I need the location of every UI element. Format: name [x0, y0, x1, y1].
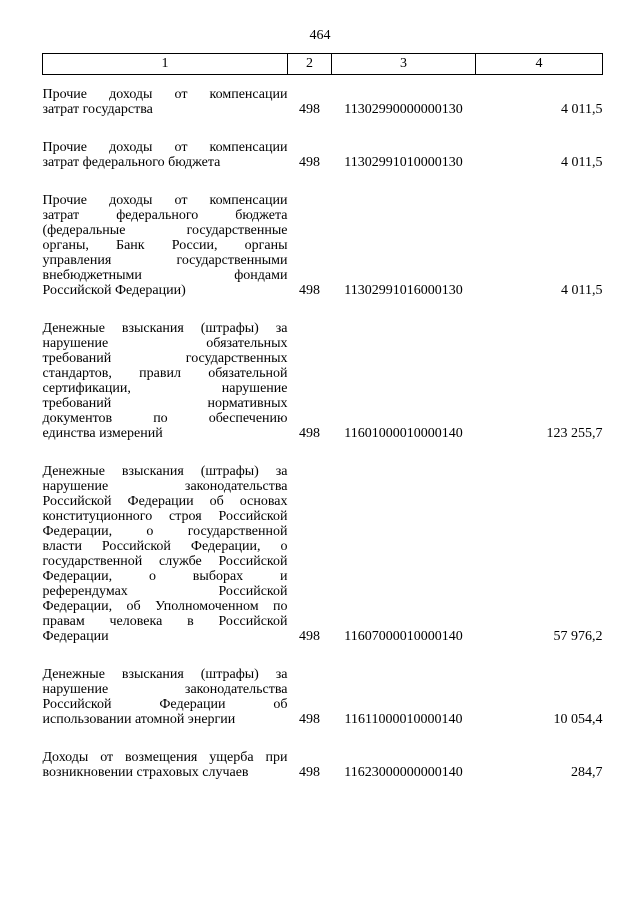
description-line: требований государственных: [42, 351, 288, 366]
description-line: Российской Федерации об основах: [42, 494, 288, 509]
description-line: требований нормативных: [42, 396, 288, 411]
row-description: [43, 667, 288, 727]
row-spacer-cell: [43, 727, 603, 750]
row-description: [43, 750, 288, 780]
row-spacer: [43, 170, 603, 193]
description-line: нарушение законодательства: [42, 682, 288, 697]
description-line: затрат федерального бюджета: [42, 155, 221, 170]
description-line: затрат федерального бюджета: [42, 208, 288, 223]
row-spacer: [43, 117, 603, 140]
row-spacer-cell: [43, 298, 603, 321]
table-row: [43, 667, 603, 727]
row-spacer-cell: [43, 170, 603, 193]
row-spacer: [43, 75, 603, 88]
description-line: конституционного строя Российской: [42, 509, 288, 524]
description-line: Денежные взыскания (штрафы) за: [42, 464, 288, 479]
table-row: [43, 140, 603, 170]
table-row: [43, 750, 603, 780]
description-line: Прочие доходы от компенсации: [42, 193, 288, 208]
description-line: Российской Федерации об: [42, 697, 288, 712]
row-classification-code: 11302991010000130: [344, 155, 463, 170]
row-description: [43, 140, 288, 170]
page-number: 464: [309, 28, 331, 43]
row-amount: 10 054,4: [553, 712, 603, 727]
row-classification-code: 11623000000000140: [344, 765, 463, 780]
header-col-4: 4: [476, 54, 603, 75]
description-line: Российской Федерации): [42, 283, 186, 298]
description-line: государственной службе Российской: [42, 554, 288, 569]
row-classification-code: 11607000010000140: [344, 629, 463, 644]
description-line: Прочие доходы от компенсации: [42, 140, 288, 155]
table-row: [43, 193, 603, 298]
header-col-2: 2: [288, 54, 332, 75]
row-amount: 284,7: [571, 765, 603, 780]
row-admin-code: 498: [299, 712, 320, 727]
description-line: Федерации, об Уполномоченном по: [42, 599, 288, 614]
row-spacer-cell: [43, 644, 603, 667]
row-admin-code: 498: [299, 102, 320, 117]
row-admin-code: 498: [299, 283, 320, 298]
row-amount: 4 011,5: [561, 283, 603, 298]
row-amount: 4 011,5: [561, 155, 603, 170]
description-line: управления государственными: [42, 253, 288, 268]
description-line: сертификации, нарушение: [42, 381, 288, 396]
description-line: власти Российской Федерации, о: [42, 539, 288, 554]
table-row: [43, 321, 603, 441]
row-spacer-cell: [43, 117, 603, 140]
description-line: использовании атомной энергии: [42, 712, 236, 727]
row-admin-code: 498: [299, 765, 320, 780]
description-line: Прочие доходы от компенсации: [42, 87, 288, 102]
description-line: затрат государства: [42, 102, 153, 117]
row-spacer: [43, 644, 603, 667]
row-admin-code: 498: [299, 155, 320, 170]
description-line: возникновении страховых случаев: [42, 765, 249, 780]
row-description: [43, 193, 288, 298]
description-line: (федеральные государственные: [42, 223, 288, 238]
row-spacer: [43, 727, 603, 750]
row-spacer: [43, 441, 603, 464]
description-line: внебюджетными фондами: [42, 268, 288, 283]
row-spacer-cell: [43, 441, 603, 464]
budget-revenue-table: [42, 53, 603, 780]
row-description: [43, 87, 288, 117]
description-line: Федерации: [42, 629, 109, 644]
description-line: стандартов, правил обязательной: [42, 366, 288, 381]
row-spacer-cell: [43, 75, 603, 88]
row-amount: 123 255,7: [546, 426, 603, 441]
row-spacer: [43, 298, 603, 321]
description-line: референдумах Российской: [42, 584, 288, 599]
description-line: Денежные взыскания (штрафы) за: [42, 321, 288, 336]
row-amount: 4 011,5: [561, 102, 603, 117]
table-body: [43, 75, 603, 781]
row-amount: 57 976,2: [553, 629, 603, 644]
row-classification-code: 11601000010000140: [344, 426, 463, 441]
table-row: [43, 464, 603, 644]
description-line: Денежные взыскания (штрафы) за: [42, 667, 288, 682]
description-line: единства измерений: [42, 426, 163, 441]
description-line: Федерации, о государственной: [42, 524, 288, 539]
description-line: Доходы от возмещения ущерба при: [42, 750, 288, 765]
row-classification-code: 11302991016000130: [344, 283, 463, 298]
row-description: [43, 464, 288, 644]
row-classification-code: 11611000010000140: [344, 712, 463, 727]
header-col-1: 1: [43, 54, 288, 75]
description-line: органы, Банк России, органы: [42, 238, 288, 253]
table-header-row: [43, 54, 603, 75]
row-description: [43, 321, 288, 441]
description-line: нарушение обязательных: [42, 336, 288, 351]
description-line: Федерации, о выборах и: [42, 569, 288, 584]
description-line: правам человека в Российской: [42, 614, 288, 629]
table-row: [43, 87, 603, 117]
row-classification-code: 11302990000000130: [344, 102, 463, 117]
description-line: документов по обеспечению: [42, 411, 288, 426]
description-line: нарушение законодательства: [42, 479, 288, 494]
row-admin-code: 498: [299, 426, 320, 441]
row-admin-code: 498: [299, 629, 320, 644]
header-col-3: 3: [332, 54, 476, 75]
